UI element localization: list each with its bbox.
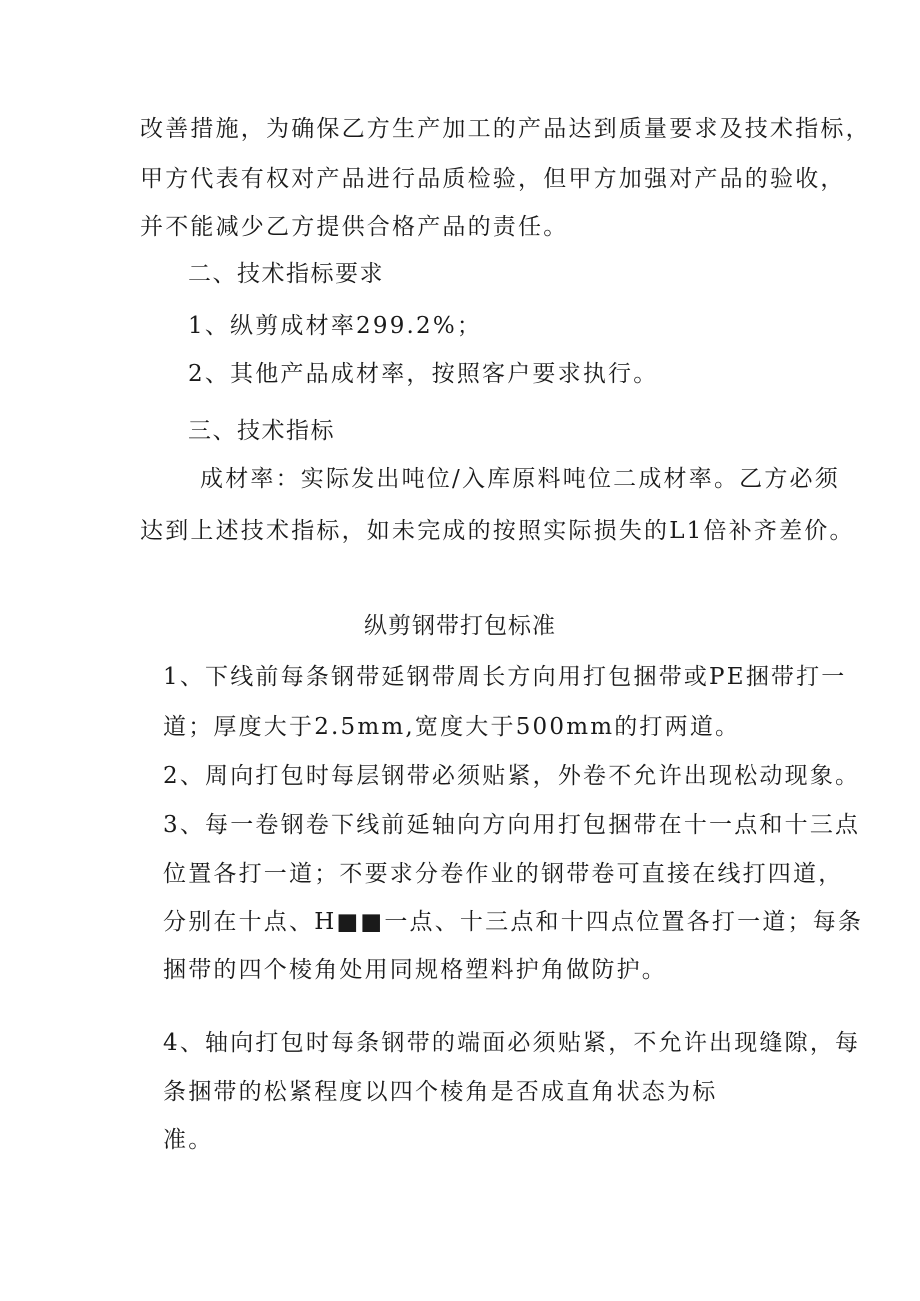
section-heading-tech-indicators: 三、技术指标 [188, 418, 335, 444]
packing-line: 4、轴向打包时每条钢带的端面必须贴紧，不允许出现缝隙，每 [163, 1030, 861, 1056]
requirement-item: 1、纵剪成材率299.2%； [188, 313, 483, 339]
packing-line: 3、每一卷钢卷下线前延轴向方向用打包捆带在十一点和十三点 [163, 812, 861, 838]
packing-line: 2、周向打包时每层钢带必须贴紧，外卷不允许出现松动现象。 [163, 763, 861, 789]
intro-line: 并不能减少乙方提供合格产品的责任。 [140, 214, 569, 240]
indicator-line: 达到上述技术指标，如未完成的按照实际损失的L1倍补齐差价。 [140, 518, 855, 544]
packing-line: 捆带的四个棱角处用同规格塑料护角做防护。 [163, 957, 667, 983]
intro-line: 改善措施，为确保乙方生产加工的产品达到质量要求及技术指标， [140, 116, 871, 142]
section-heading-tech-requirements: 二、技术指标要求 [188, 261, 384, 287]
packing-standard-title: 纵剪钢带打包标准 [364, 613, 556, 639]
packing-line: 准。 [163, 1127, 214, 1153]
packing-line: 分别在十点、H■■一点、十三点和十四点位置各打一道；每条 [163, 909, 864, 935]
indicator-line: 成材率：实际发出吨位/入库原料吨位二成材率。乙方必须 [200, 466, 840, 492]
packing-line: 位置各打一道；不要求分卷作业的钢带卷可直接在线打四道， [163, 861, 844, 887]
intro-line: 甲方代表有权对产品进行品质检验，但甲方加强对产品的验收， [140, 166, 846, 192]
packing-line: 1、下线前每条钢带延钢带周长方向用打包捆带或PE捆带打一 [163, 664, 847, 690]
packing-line: 道；厚度大于2.5mm,宽度大于500mm的打两道。 [163, 714, 741, 740]
packing-line: 条捆带的松紧程度以四个棱角是否成直角状态为标 [163, 1079, 718, 1105]
requirement-item: 2、其他产品成材率，按照客户要求执行。 [188, 361, 659, 387]
